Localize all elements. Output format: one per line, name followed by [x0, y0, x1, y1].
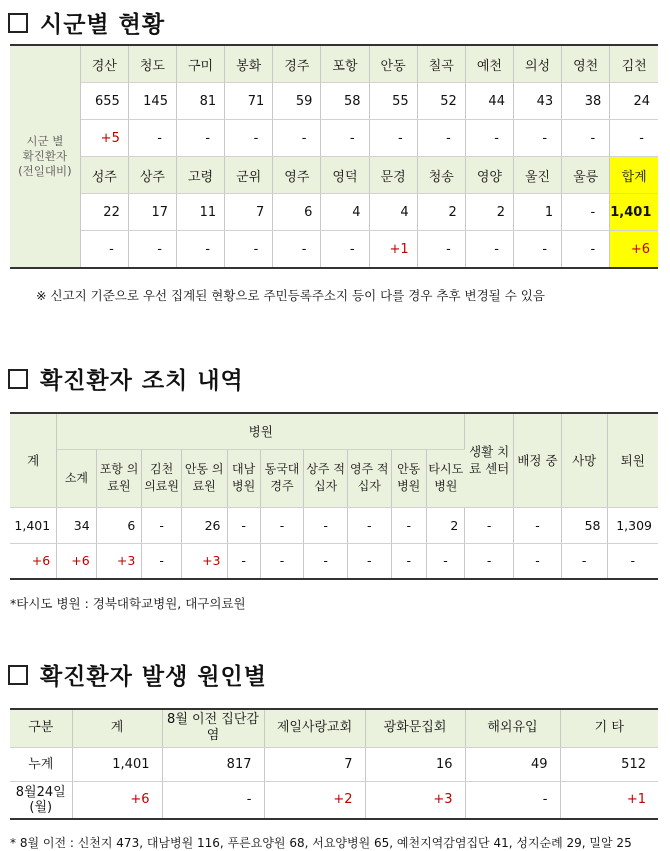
table-row	[10, 413, 658, 449]
treatment-cell: +3	[96, 543, 142, 579]
treatment-cell: 58	[561, 507, 607, 543]
city-count: -	[562, 194, 610, 231]
treatment-cell: -	[607, 543, 658, 579]
city-header: 성주	[80, 157, 128, 194]
table-row	[10, 781, 658, 819]
cause-header: 8월 이전 집단감염	[162, 709, 264, 747]
treatment-cell: -	[142, 507, 181, 543]
city-count: 58	[321, 83, 369, 120]
city-change: -	[321, 120, 369, 157]
city-count: 55	[369, 83, 417, 120]
table-row	[10, 747, 658, 781]
city-header: 합계	[610, 157, 658, 194]
cause-cell: 7	[264, 747, 365, 781]
header-waiting: 배정 중	[514, 413, 562, 507]
city-change: -	[610, 120, 658, 157]
city-header: 포항	[321, 45, 369, 83]
treatment-cell: -	[142, 543, 181, 579]
city-change: +5	[80, 120, 128, 157]
treatment-cell: -	[260, 543, 304, 579]
city-header: 구미	[176, 45, 224, 83]
city-change: -	[128, 231, 176, 269]
table-row	[10, 157, 658, 194]
city-count: 17	[128, 194, 176, 231]
city-header: 고령	[176, 157, 224, 194]
header-hospital: 병원	[57, 413, 465, 449]
section-title-cause: 확진환자 발생 원인별	[8, 658, 267, 691]
header-hospital-sub: 김천 의료원	[142, 449, 181, 507]
city-header: 상주	[128, 157, 176, 194]
city-header: 울진	[513, 157, 561, 194]
city-count: 1,401	[610, 194, 658, 231]
city-change: -	[225, 120, 273, 157]
city-count: 6	[273, 194, 321, 231]
cause-cell: +3	[365, 781, 465, 819]
header-hospital-sub: 상주 적십자	[304, 449, 348, 507]
checkbox-square-icon	[8, 13, 28, 33]
cause-cell: -	[162, 781, 264, 819]
table-row	[10, 543, 658, 579]
city-change: -	[562, 231, 610, 269]
cause-cell: 512	[560, 747, 658, 781]
city-header: 칠곡	[417, 45, 465, 83]
treatment-cell: -	[347, 507, 391, 543]
cause-cell: 16	[365, 747, 465, 781]
treatment-cell: -	[227, 507, 260, 543]
city-status-table	[10, 44, 658, 269]
treatment-cell: +6	[10, 543, 57, 579]
section-title-treatment: 확진환자 조치 내역	[8, 362, 244, 395]
city-header: 영천	[562, 45, 610, 83]
section-title-city-status: 시군별 현황	[8, 6, 165, 39]
city-header: 예천	[465, 45, 513, 83]
city-change: -	[465, 120, 513, 157]
treatment-cell: 26	[181, 507, 227, 543]
checkbox-square-icon	[8, 369, 28, 389]
header-hospital-sub: 타시도 병원	[426, 449, 464, 507]
treatment-cell: -	[391, 543, 426, 579]
treatment-cell: 1,309	[607, 507, 658, 543]
cause-row-label: 누계	[10, 747, 72, 781]
treatment-cell: -	[514, 507, 562, 543]
treatment-cell: -	[304, 543, 348, 579]
cause-header: 광화문집회	[365, 709, 465, 747]
city-change: -	[417, 231, 465, 269]
treatment-cell: -	[465, 543, 514, 579]
cause-header: 구분	[10, 709, 72, 747]
city-status-note: ※ 신고지 기준으로 우선 집계된 현황으로 주민등록주소지 등이 다를 경우 추후 변경될 수 있음	[36, 288, 545, 303]
cause-cell: 817	[162, 747, 264, 781]
city-header: 청송	[417, 157, 465, 194]
treatment-cell: 2	[426, 507, 464, 543]
header-hospital-sub: 영주 적십자	[347, 449, 391, 507]
city-count: 4	[321, 194, 369, 231]
cause-table	[10, 708, 658, 820]
city-count: 7	[225, 194, 273, 231]
city-change: -	[176, 231, 224, 269]
city-change: -	[176, 120, 224, 157]
header-hospital-sub: 안동 병원	[391, 449, 426, 507]
city-change: -	[513, 231, 561, 269]
treatment-table	[10, 412, 658, 580]
treatment-cell: -	[227, 543, 260, 579]
city-header: 군위	[225, 157, 273, 194]
city-count: 71	[225, 83, 273, 120]
city-count: 22	[80, 194, 128, 231]
treatment-cell: +6	[57, 543, 96, 579]
header-hospital-sub: 소계	[57, 449, 96, 507]
city-header: 의성	[513, 45, 561, 83]
cause-cell: +6	[72, 781, 162, 819]
city-header: 영주	[273, 157, 321, 194]
cause-cell: +2	[264, 781, 365, 819]
checkbox-square-icon	[8, 665, 28, 685]
treatment-cell: -	[260, 507, 304, 543]
city-count: 81	[176, 83, 224, 120]
city-change: -	[273, 231, 321, 269]
city-count: 11	[176, 194, 224, 231]
row-label: 시군 별 확진환자 (전일대비)	[10, 45, 80, 268]
cause-cell: 49	[465, 747, 560, 781]
city-header: 문경	[369, 157, 417, 194]
city-count: 52	[417, 83, 465, 120]
city-change: +6	[610, 231, 658, 269]
city-change: -	[321, 231, 369, 269]
table-row	[10, 709, 658, 747]
city-count: 4	[369, 194, 417, 231]
city-header: 울릉	[562, 157, 610, 194]
city-change: -	[369, 120, 417, 157]
table-row	[10, 45, 658, 83]
city-change: -	[80, 231, 128, 269]
city-count: 2	[417, 194, 465, 231]
header-death: 사망	[561, 413, 607, 507]
city-header: 김천	[610, 45, 658, 83]
cause-row-label: 8월24일 (월)	[10, 781, 72, 819]
cause-header: 해외유입	[465, 709, 560, 747]
header-total: 계	[10, 413, 57, 507]
treatment-cell: -	[391, 507, 426, 543]
cause-header: 제일사랑교회	[264, 709, 365, 747]
treatment-cell: +3	[181, 543, 227, 579]
table-row	[10, 231, 658, 269]
header-discharged: 퇴원	[607, 413, 658, 507]
city-count: 38	[562, 83, 610, 120]
city-count: 145	[128, 83, 176, 120]
cause-cell: -	[465, 781, 560, 819]
cause-cell: 1,401	[72, 747, 162, 781]
city-count: 44	[465, 83, 513, 120]
city-count: 24	[610, 83, 658, 120]
city-change: -	[128, 120, 176, 157]
city-header: 안동	[369, 45, 417, 83]
treatment-cell: 6	[96, 507, 142, 543]
city-change: -	[465, 231, 513, 269]
city-header: 경산	[80, 45, 128, 83]
city-count: 655	[80, 83, 128, 120]
treatment-cell: -	[304, 507, 348, 543]
treatment-note: *타시도 병원 : 경북대학교병원, 대구의료원	[10, 596, 246, 611]
city-count: 59	[273, 83, 321, 120]
city-header: 경주	[273, 45, 321, 83]
table-row	[10, 120, 658, 157]
city-change: -	[513, 120, 561, 157]
city-change: -	[562, 120, 610, 157]
cause-header: 계	[72, 709, 162, 747]
treatment-cell: -	[426, 543, 464, 579]
treatment-cell: 1,401	[10, 507, 57, 543]
city-header: 봉화	[225, 45, 273, 83]
treatment-cell: -	[465, 507, 514, 543]
header-hospital-sub: 안동 의료원	[181, 449, 227, 507]
table-row	[10, 83, 658, 120]
treatment-cell: -	[514, 543, 562, 579]
city-count: 43	[513, 83, 561, 120]
treatment-cell: -	[347, 543, 391, 579]
cause-cell: +1	[560, 781, 658, 819]
city-change: -	[225, 231, 273, 269]
header-living-center: 생활 치료 센터	[465, 413, 514, 507]
table-row	[10, 507, 658, 543]
city-header: 청도	[128, 45, 176, 83]
treatment-cell: 34	[57, 507, 96, 543]
cause-header: 기 타	[560, 709, 658, 747]
header-hospital-sub: 동국대 경주	[260, 449, 304, 507]
city-header: 영양	[465, 157, 513, 194]
header-hospital-sub: 대남 병원	[227, 449, 260, 507]
city-change: +1	[369, 231, 417, 269]
cause-note: * 8월 이전 : 신천지 473, 대남병원 116, 푸른요양원 68, 서요양병원 65, 예천지역감염집단 41, 성지순례 29, 밀알 25	[10, 836, 632, 850]
treatment-cell: -	[561, 543, 607, 579]
header-hospital-sub: 포항 의료원	[96, 449, 142, 507]
table-row	[10, 194, 658, 231]
city-count: 1	[513, 194, 561, 231]
city-change: -	[273, 120, 321, 157]
city-header: 영덕	[321, 157, 369, 194]
city-count: 2	[465, 194, 513, 231]
city-change: -	[417, 120, 465, 157]
